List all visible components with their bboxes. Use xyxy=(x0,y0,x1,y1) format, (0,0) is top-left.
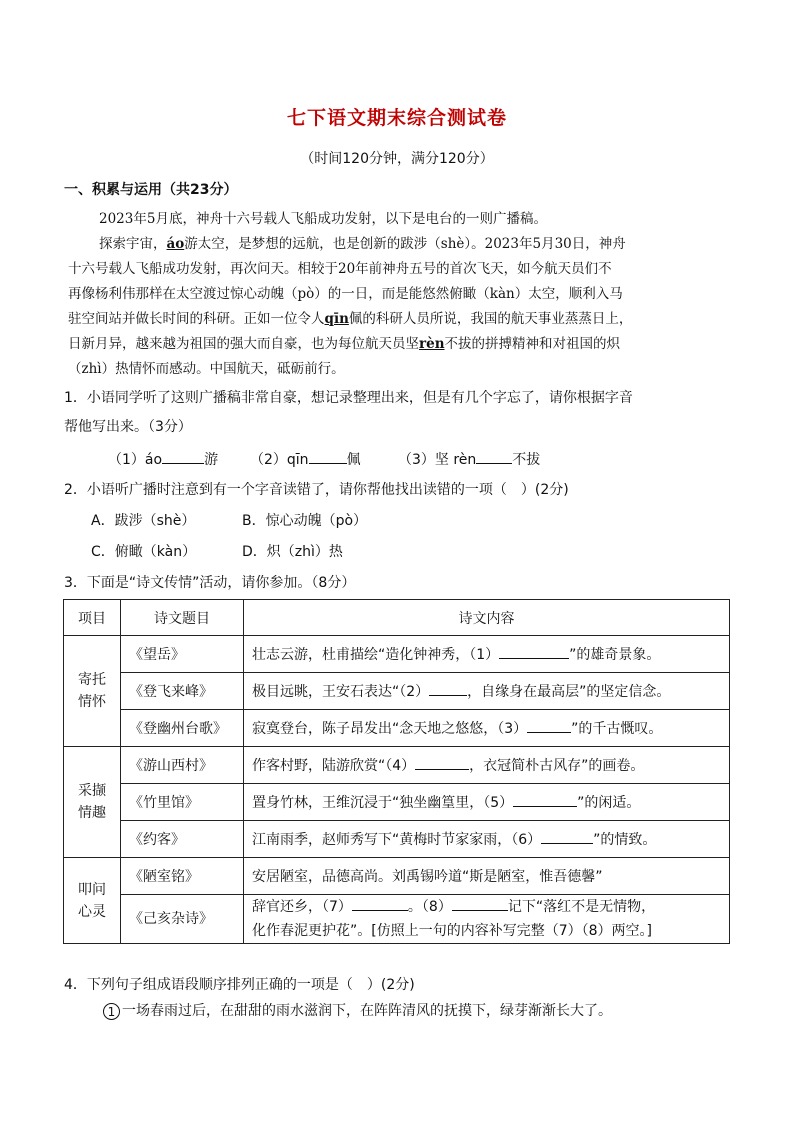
table-row xyxy=(64,747,730,784)
answer-blank[interactable] xyxy=(352,896,408,911)
poem-title: 《己亥杂诗》 xyxy=(121,895,244,944)
poem-table xyxy=(63,599,730,944)
exam-time-info: （时间120分钟，满分120分） xyxy=(300,151,494,167)
q3-stem: 3．下面是“诗文传情”活动，请你参加。（8分） xyxy=(64,575,356,591)
q4-stem: 4．下列句子组成语段顺序排列正确的一项是（ ）(2分) xyxy=(64,977,415,993)
answer-blank[interactable] xyxy=(499,644,569,659)
passage-intro: 2023年5月底，神舟十六号载人飞船成功发射，以下是电台的一则广播稿。 xyxy=(99,211,547,227)
answer-blank[interactable] xyxy=(309,449,347,464)
answer-blank[interactable] xyxy=(429,681,467,696)
answer-blank[interactable] xyxy=(527,718,571,733)
q2-option-b[interactable]: B．惊心动魄（pò） xyxy=(242,513,368,529)
page-title: 七下语文期末综合测试卷 xyxy=(286,107,507,129)
answer-blank[interactable] xyxy=(452,896,508,911)
table-row xyxy=(64,858,730,895)
category-cell: 寄托 情怀 xyxy=(64,636,121,747)
table-row xyxy=(64,673,730,710)
header-content: 诗文内容 xyxy=(244,600,730,636)
q1-stem-line-2: 帮他写出来。（3分） xyxy=(64,419,192,435)
q1-answer-3: （3）坚 rèn 不拔 xyxy=(398,449,540,470)
header-title: 诗文题目 xyxy=(121,600,244,636)
passage-line-1: 探索宇宙，áo游太空，是梦想的远航，也是创新的跋涉（shè）。2023年5月30日，神舟 xyxy=(99,236,626,252)
passage-line-5: 日新月异，越来越为祖国的强大而自豪，也为每位航天员坚rèn不拔的拼搏精神和对祖国的炽 xyxy=(68,336,621,352)
q4-sentence-1: 1 一场春雨过后，在甜甜的雨水滋润下，在阵阵清风的抚摸下，绿芽渐渐长大了。 xyxy=(103,1001,612,1021)
poem-content: 江南雨季，赵师秀写下“黄梅时节家家雨，（6） ”的情致。 xyxy=(244,821,730,858)
q2-option-d[interactable]: D．炽（zhì）热 xyxy=(242,544,343,560)
pinyin-qin: qīn xyxy=(324,311,349,327)
poem-title: 《竹里馆》 xyxy=(121,784,244,821)
category-cell: 叩问 心灵 xyxy=(64,858,121,944)
answer-blank[interactable] xyxy=(162,449,204,464)
table-row xyxy=(64,895,730,944)
passage-line-3: 再像杨利伟那样在太空渡过惊心动魄（pò）的一日，而是能悠然俯瞰（kàn）太空，顺利入马 xyxy=(68,286,623,302)
header-item: 项目 xyxy=(64,600,121,636)
table-header-row xyxy=(64,600,730,636)
circled-number-1: 1 xyxy=(103,1003,120,1020)
poem-title: 《望岳》 xyxy=(121,636,244,673)
table-row xyxy=(64,821,730,858)
q1-answer-2: （2）qīn 佩 xyxy=(250,449,361,470)
answer-blank[interactable] xyxy=(513,792,577,807)
table-row xyxy=(64,710,730,747)
answer-blank[interactable] xyxy=(476,449,512,464)
poem-title: 《陋室铭》 xyxy=(121,858,244,895)
answer-blank[interactable] xyxy=(541,829,593,844)
poem-title: 《游山西村》 xyxy=(121,747,244,784)
pinyin-ao: áo xyxy=(166,236,185,252)
passage-line-6: （zhì）热情怀而感动。中国航天，砥砺前行。 xyxy=(68,361,345,377)
section-heading: 一、积累与运用（共23分） xyxy=(64,182,238,198)
passage-line-4: 驻空间站并做长时间的科研。正如一位令人qīn佩的科研人员所说，我国的航天事业蒸蒸日上， xyxy=(68,311,633,327)
poem-content: 作客村野，陆游欣赏“（4） ，衣冠简朴古风存”的画卷。 xyxy=(244,747,730,784)
poem-content: 极目远眺，王安石表达“（2） ，自缘身在最高层”的坚定信念。 xyxy=(244,673,730,710)
q2-option-c[interactable]: C．俯瞰（kàn） xyxy=(91,544,197,560)
poem-content: 置身竹林，王维沉浸于“独坐幽篁里，（5） ”的闲适。 xyxy=(244,784,730,821)
poem-title: 《约客》 xyxy=(121,821,244,858)
q1-answer-1: （1）áo 游 xyxy=(108,449,218,470)
poem-content: 辞官还乡，（7） 。（8） 记下“落红不是无情物， 化作春泥更护花”。[仿照上一句的内容补写完整（7）（8）两空。] xyxy=(244,895,730,944)
q1-stem-line-1: 1．小语同学听了这则广播稿非常自豪，想记录整理出来，但是有几个字忘了，请你根据字音 xyxy=(64,390,633,406)
table-row xyxy=(64,784,730,821)
poem-title: 《登飞来峰》 xyxy=(121,673,244,710)
pinyin-ren: rèn xyxy=(419,336,445,352)
poem-content: 安居陋室，品德高尚。刘禹锡吟道“斯是陋室，惟吾德馨” xyxy=(244,858,730,895)
poem-content: 寂寞登台，陈子昂发出“念天地之悠悠，（3） ”的千古慨叹。 xyxy=(244,710,730,747)
category-cell: 采撷 情趣 xyxy=(64,747,121,858)
answer-blank[interactable] xyxy=(415,755,469,770)
poem-title: 《登幽州台歌》 xyxy=(121,710,244,747)
passage-line-2: 十六号载人飞船成功发射，再次问天。相较于20年前神舟五号的首次飞天，如今航天员们不 xyxy=(68,261,612,277)
table-row xyxy=(64,636,730,673)
poem-content: 壮志云游，杜甫描绘“造化钟神秀，（1） ”的雄奇景象。 xyxy=(244,636,730,673)
q2-option-a[interactable]: A．跋涉（shè） xyxy=(91,513,196,529)
q2-stem: 2．小语听广播时注意到有一个字音读错了，请你帮他找出读错的一项（ ）(2分) xyxy=(64,482,569,498)
